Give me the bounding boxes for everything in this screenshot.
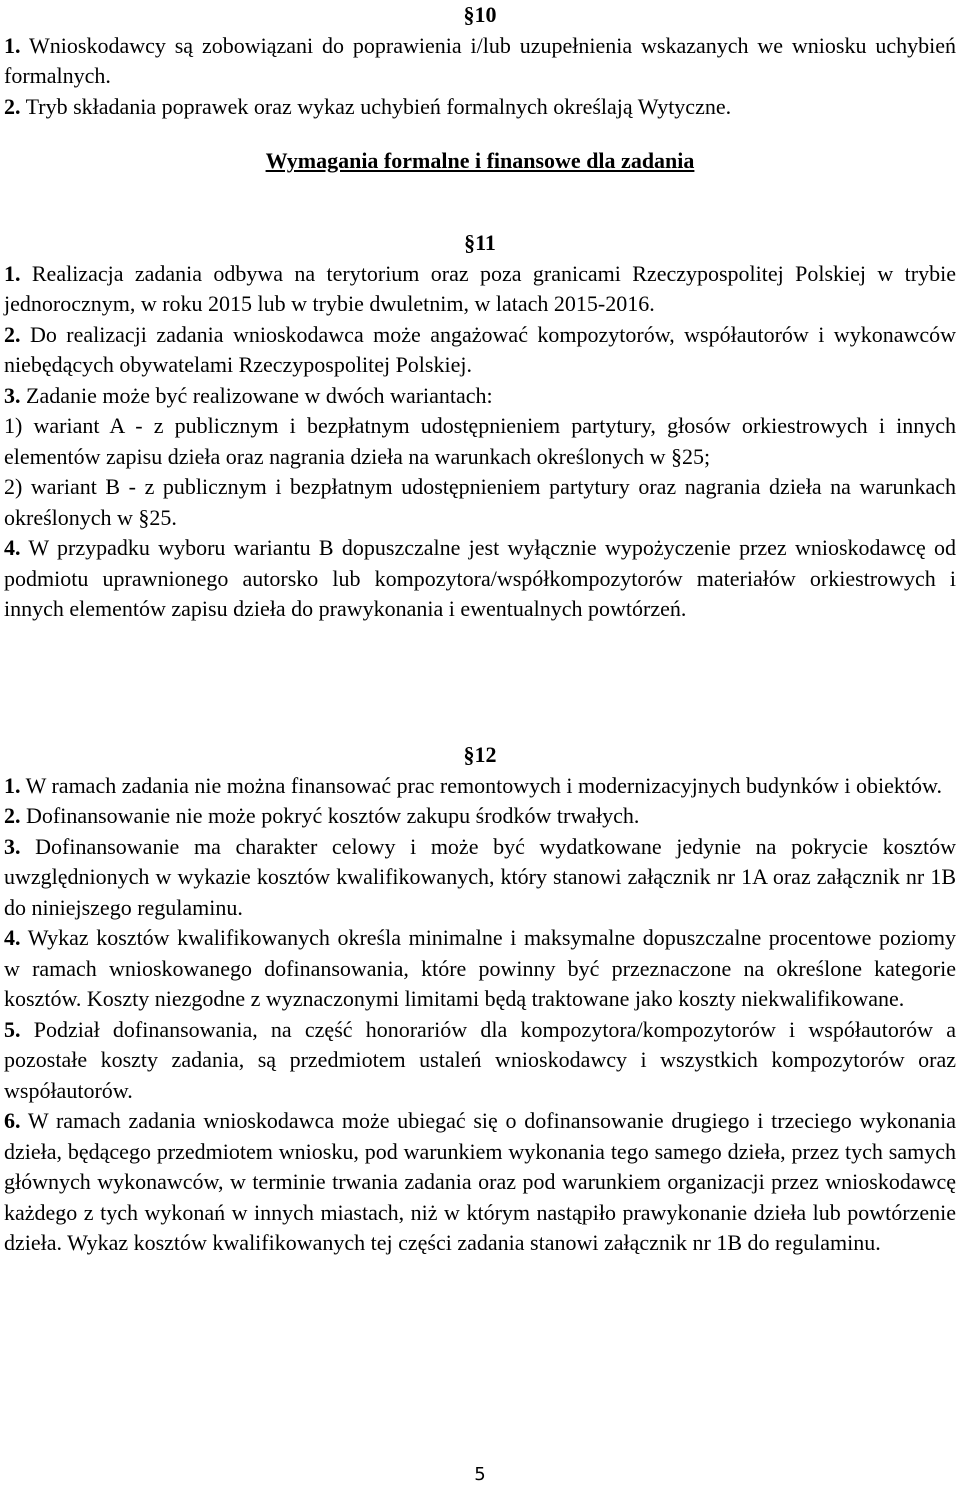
paragraph-text: Zadanie może być realizowane w dwóch wariantach: [26,382,493,408]
paragraph-text: Tryb składania poprawek oraz wykaz uchybień formalnych określają Wytyczne. [25,93,732,119]
section-number: §11 [464,230,496,255]
paragraph [4,1106,956,1259]
paragraph [4,1015,956,1107]
section-heading [4,146,956,177]
paragraph-text: Wykaz kosztów kwalifikowanych określa minimalne i maksymalne dopuszczalne procentowe poziomy w ramach wnioskowanego dofinansowania, które powinny być przeznaczone na określone kategorie kosztów. Koszty niezgodne z wyznaczonymi limitami będą traktowane jako koszty niekwalifikowane. [4,925,956,1011]
page-number: 5 [474,1464,486,1485]
paragraph-number: 1. [4,32,21,58]
paragraph-number: 1. [4,772,21,798]
section-10 [4,0,956,122]
paragraph [4,381,956,412]
paragraph-text: Dofinansowanie nie może pokryć kosztów zakupu środków trwałych. [26,803,640,828]
section-11 [4,228,956,625]
section-number: §12 [463,742,497,767]
section-number: §10 [463,2,497,27]
paragraph-text: W ramach zadania wnioskodawca może ubiegać się o dofinansowanie drugiego i trzeciego wykonania dzieła, będącego przedmiotem wniosku, pod warunkiem wykonania tego samego dzieła, przez tych samych głównych wykonawców, w terminie trwania zadania oraz pod warunkiem organizacji przez wnioskodawcę każdego z tych wykonań w innych miastach, niż w którym nastąpiło prawykonanie dzieła lub powtórzenie dzieła. Wykaz kosztów kwalifikowanych tej części zadania stanowi załącznik nr 1B do regulaminu. [4,1108,957,1255]
paragraph [4,923,956,1015]
paragraph-number: 5. [4,1016,21,1042]
paragraph-number: 6. [4,1108,21,1133]
paragraph-text: Podział dofinansowania, na część honorariów dla kompozytora/kompozytorów i współautorów a pozostałe koszty zadania, są przedmiotem ustaleń wnioskodawcy i wszystkich kompozytorów oraz współautorów. [4,1016,957,1103]
paragraph [4,832,956,924]
paragraph-number: 4. [4,535,21,560]
paragraph-text: W przypadku wyboru wariantu B dopuszczalne jest wyłącznie wypożyczenie przez wnioskodawcę od podmiotu uprawnionego autorsko lub kompozytora/współkompozytorów materiałów orkiestrowych i innych elementów zapisu dzieła do prawykonania i ewentualnych powtórzeń. [4,535,956,621]
paragraph-number: 2. [4,803,21,828]
paragraph-text: Realizacja zadania odbywa na terytorium oraz poza granicami Rzeczypospolitej Polskiej w trybie jednorocznym, w roku 2015 lub w trybie dwuletnim, w latach 2015-2016. [4,260,956,316]
paragraph-text: Wnioskodawcy są zobowiązani do poprawienia i/lub uzupełnienia wskazanych we wniosku uchybień formalnych. [4,32,957,88]
paragraph-number: 1. [4,260,21,286]
paragraph [4,259,956,320]
paragraph [4,31,956,92]
paragraph-number: 3. [4,833,21,859]
paragraph-number: 3. [4,382,21,408]
paragraph-number: 2. [4,321,21,347]
paragraph [4,801,956,832]
paragraph-number: 4. [4,925,21,950]
sub-item: 2) wariant B - z publicznym i bezpłatnym udostępnieniem partytury oraz nagrania dzieła na warunkach określonych w §25. [4,474,956,530]
paragraph [4,533,956,625]
paragraph-text: W ramach zadania nie można finansować prac remontowych i modernizacyjnych budynków i obiektów. [25,772,942,798]
paragraph [4,92,956,123]
heading-title: Wymagania formalne i finansowe dla zadania [265,148,695,173]
paragraph-text: Dofinansowanie ma charakter celowy i może być wydatkowane jedynie na pokrycie kosztów uwzględnionych w wykazie kosztów kwalifikowanych, który stanowi załącznik nr 1A oraz załącznik nr 1B do niniejszego regulaminu. [4,833,956,920]
paragraph-number: 2. [4,93,21,119]
sub-item: 1) wariant A - z publicznym i bezpłatnym udostępnieniem partytury, głosów orkiestrowych i innych elementów zapisu dzieła oraz nagrania dzieła na warunkach określonych w §25; [4,413,956,469]
paragraph [4,771,956,802]
section-12 [4,740,956,1259]
paragraph-text: Do realizacji zadania wnioskodawca może angażować kompozytorów, współautorów i wykonawców niebędących obywatelami Rzeczypospolitej Polskiej. [4,321,957,377]
paragraph [4,320,956,381]
